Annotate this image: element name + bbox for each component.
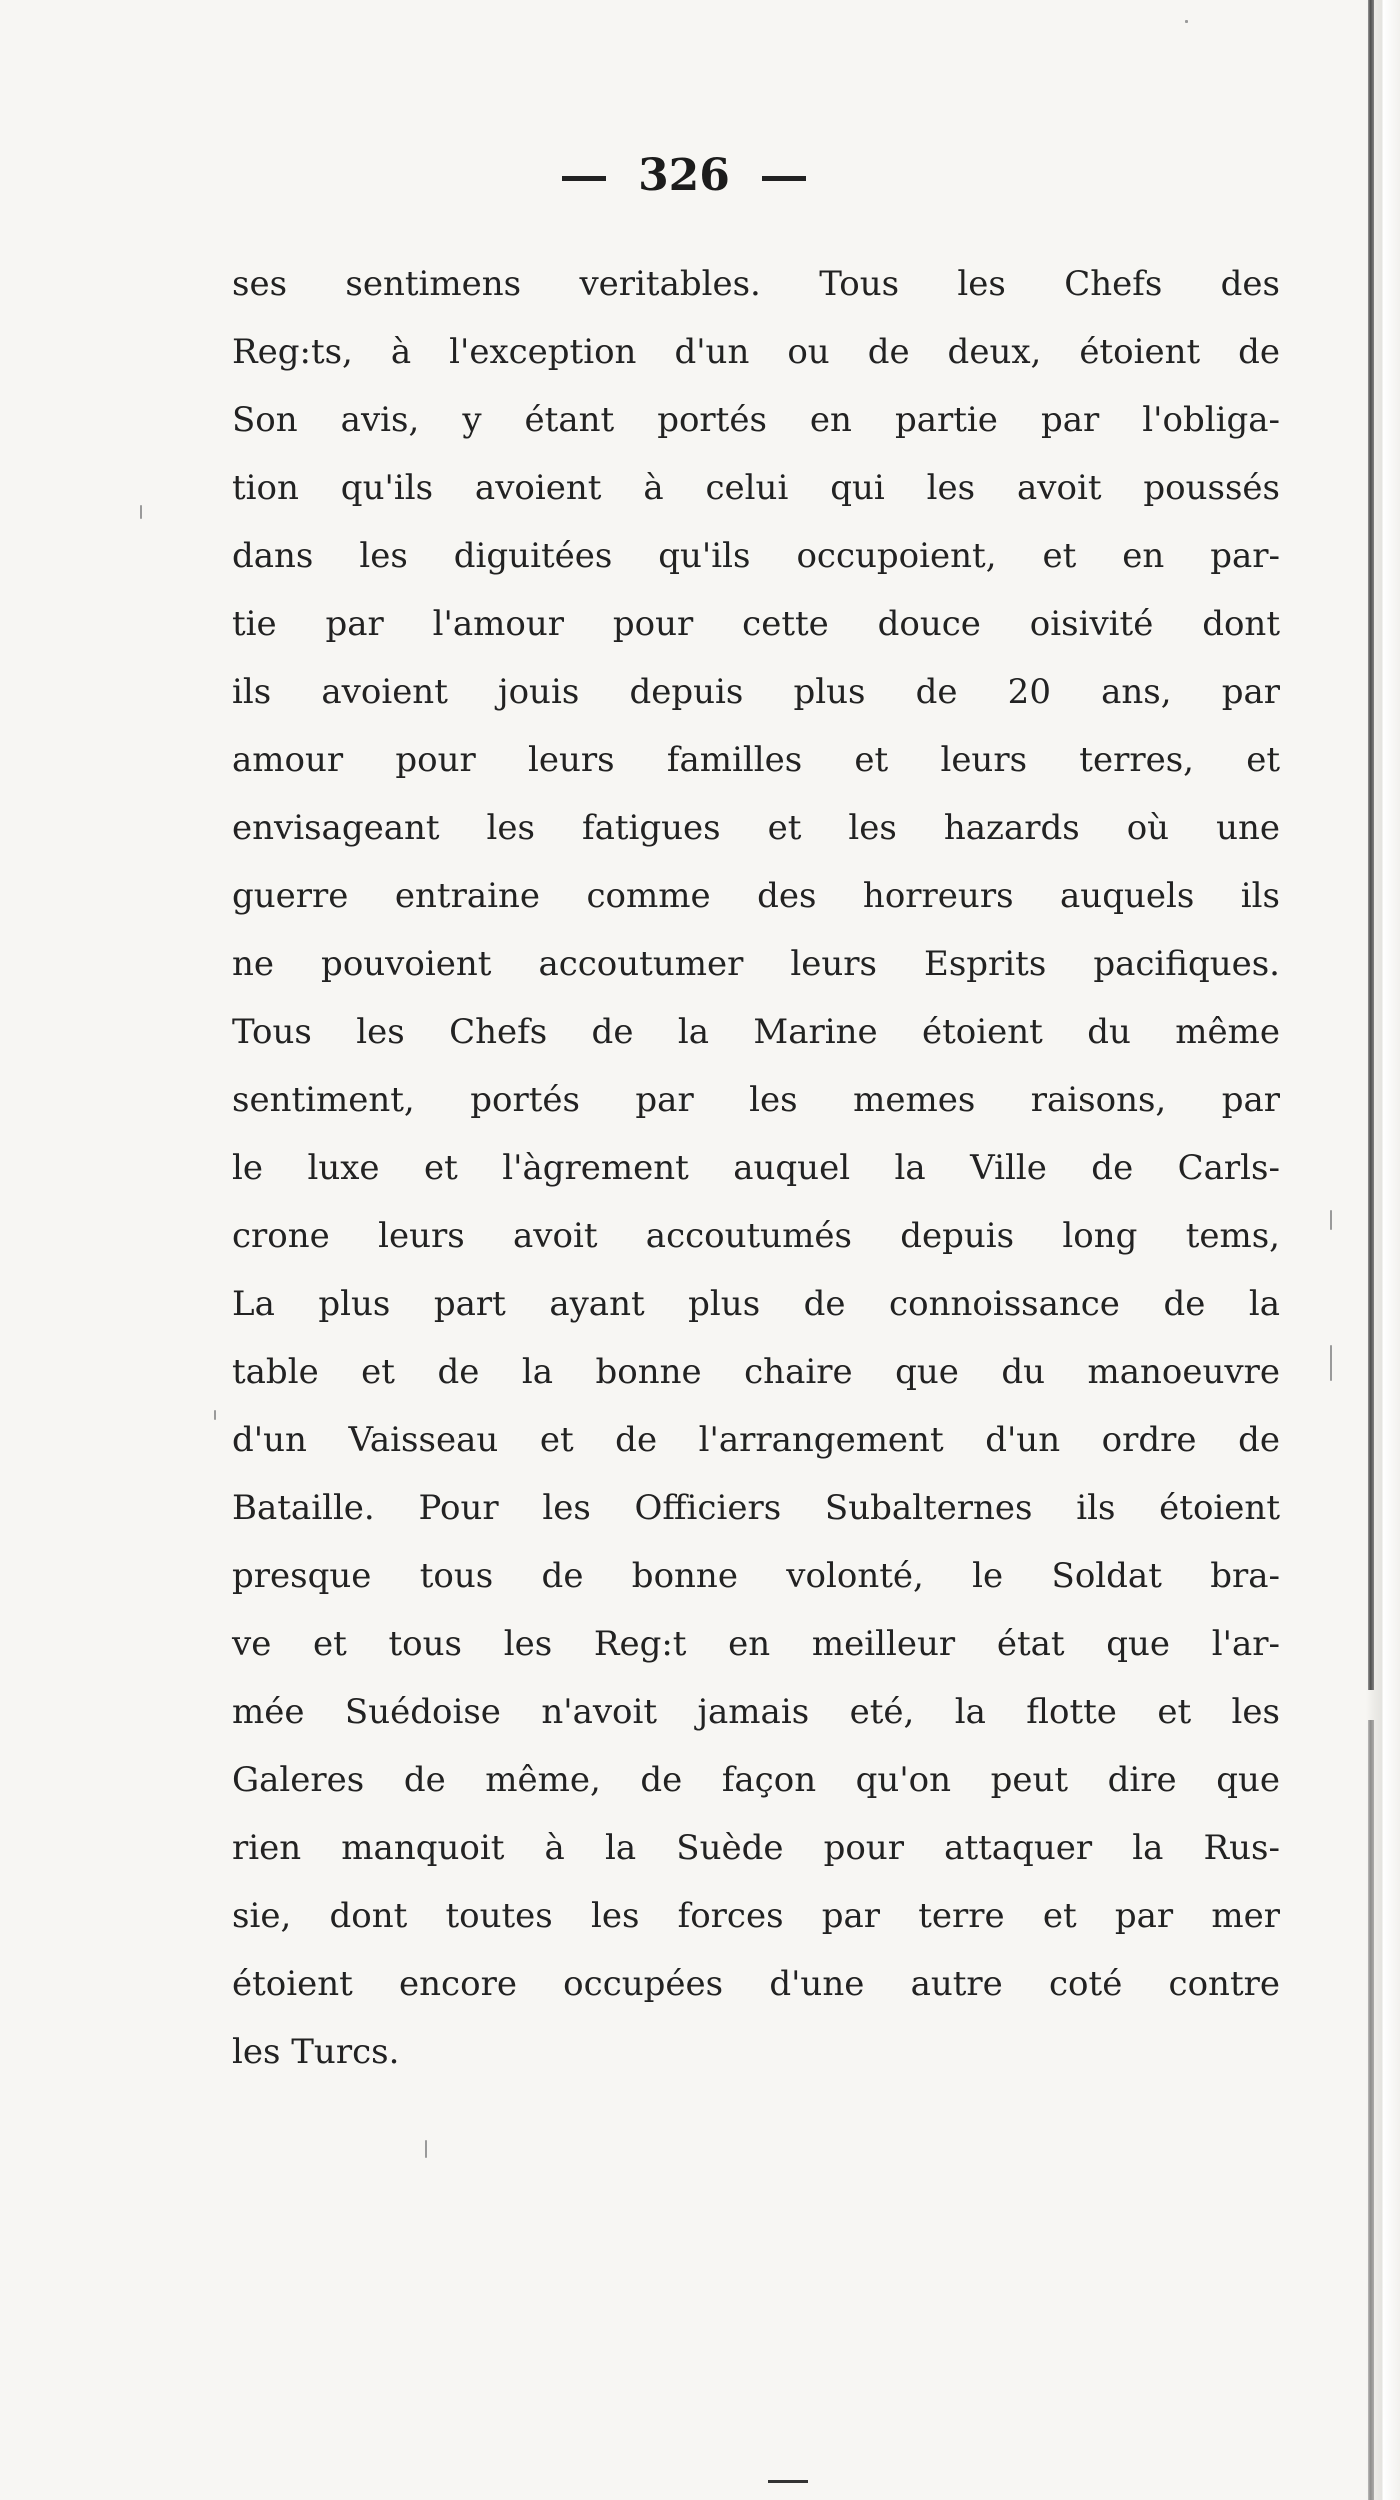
scan-speck <box>214 1410 216 1420</box>
scan-speck <box>1330 1345 1332 1381</box>
page-header <box>0 150 1368 201</box>
text-line: ils avoient jouis depuis plus de 20 ans, par <box>232 672 1280 712</box>
text-line: Tous les Chefs de la Marine étoient du même <box>232 1012 1280 1052</box>
text-line: La plus part ayant plus de connoissance de la <box>232 1284 1280 1324</box>
text-line: dans les diguitées qu'ils occupoient, et en par- <box>232 536 1280 576</box>
scan-speck <box>1330 1210 1332 1230</box>
text-line: d'un Vaisseau et de l'arrangement d'un ordre de <box>232 1420 1280 1460</box>
text-line: sentiment, portés par les memes raisons, par <box>232 1080 1280 1120</box>
text-line: le luxe et l'àgrement auquel la Ville de Carls- <box>232 1148 1280 1188</box>
header-dash-left <box>562 176 606 181</box>
text-line: envisageant les fatigues et les hazards où une <box>232 808 1280 848</box>
body-text <box>232 250 1280 2086</box>
text-line-final: les Turcs. <box>232 2032 400 2072</box>
text-line: rien manquoit à la Suède pour attaquer la Rus- <box>232 1828 1280 1868</box>
text-line: Son avis, y étant portés en partie par l'obliga- <box>232 400 1280 440</box>
text-line: guerre entraine comme des horreurs auquels ils <box>232 876 1280 916</box>
text-line: ne pouvoient accoutumer leurs Esprits pacifiques. <box>232 944 1280 984</box>
footer-rule <box>768 2480 808 2483</box>
text-line: tie par l'amour pour cette douce oisivité dont <box>232 604 1280 644</box>
text-line: table et de la bonne chaire que du manoeuvre <box>232 1352 1280 1392</box>
binding-edge <box>1366 0 1400 2500</box>
text-line: Galeres de même, de façon qu'on peut dire que <box>232 1760 1280 1800</box>
text-line: étoient encore occupées d'une autre coté contre <box>232 1964 1280 2004</box>
binding-shadow-lower <box>1368 1720 1374 2500</box>
text-line: Bataille. Pour les Officiers Subalternes ils étoient <box>232 1488 1280 1528</box>
scan-speck <box>425 2140 427 2158</box>
text-line: amour pour leurs familles et leurs terres, et <box>232 740 1280 780</box>
text-line: ses sentimens veritables. Tous les Chefs des <box>232 264 1280 304</box>
binding-shadow <box>1368 0 1374 1690</box>
text-line: crone leurs avoit accoutumés depuis long tems, <box>232 1216 1280 1256</box>
text-line: sie, dont toutes les forces par terre et par mer <box>232 1896 1280 1936</box>
page-number: 326 <box>638 150 730 201</box>
scan-speck <box>140 505 142 519</box>
header-dash-right <box>762 176 806 181</box>
text-line: ve et tous les Reg:t en meilleur état que l'ar- <box>232 1624 1280 1664</box>
text-line: mée Suédoise n'avoit jamais eté, la flotte et les <box>232 1692 1280 1732</box>
text-line: presque tous de bonne volonté, le Soldat bra- <box>232 1556 1280 1596</box>
text-line: Reg:ts, à l'exception d'un ou de deux, étoient de <box>232 332 1280 372</box>
scan-speck <box>1185 20 1188 23</box>
text-line: tion qu'ils avoient à celui qui les avoit poussés <box>232 468 1280 508</box>
